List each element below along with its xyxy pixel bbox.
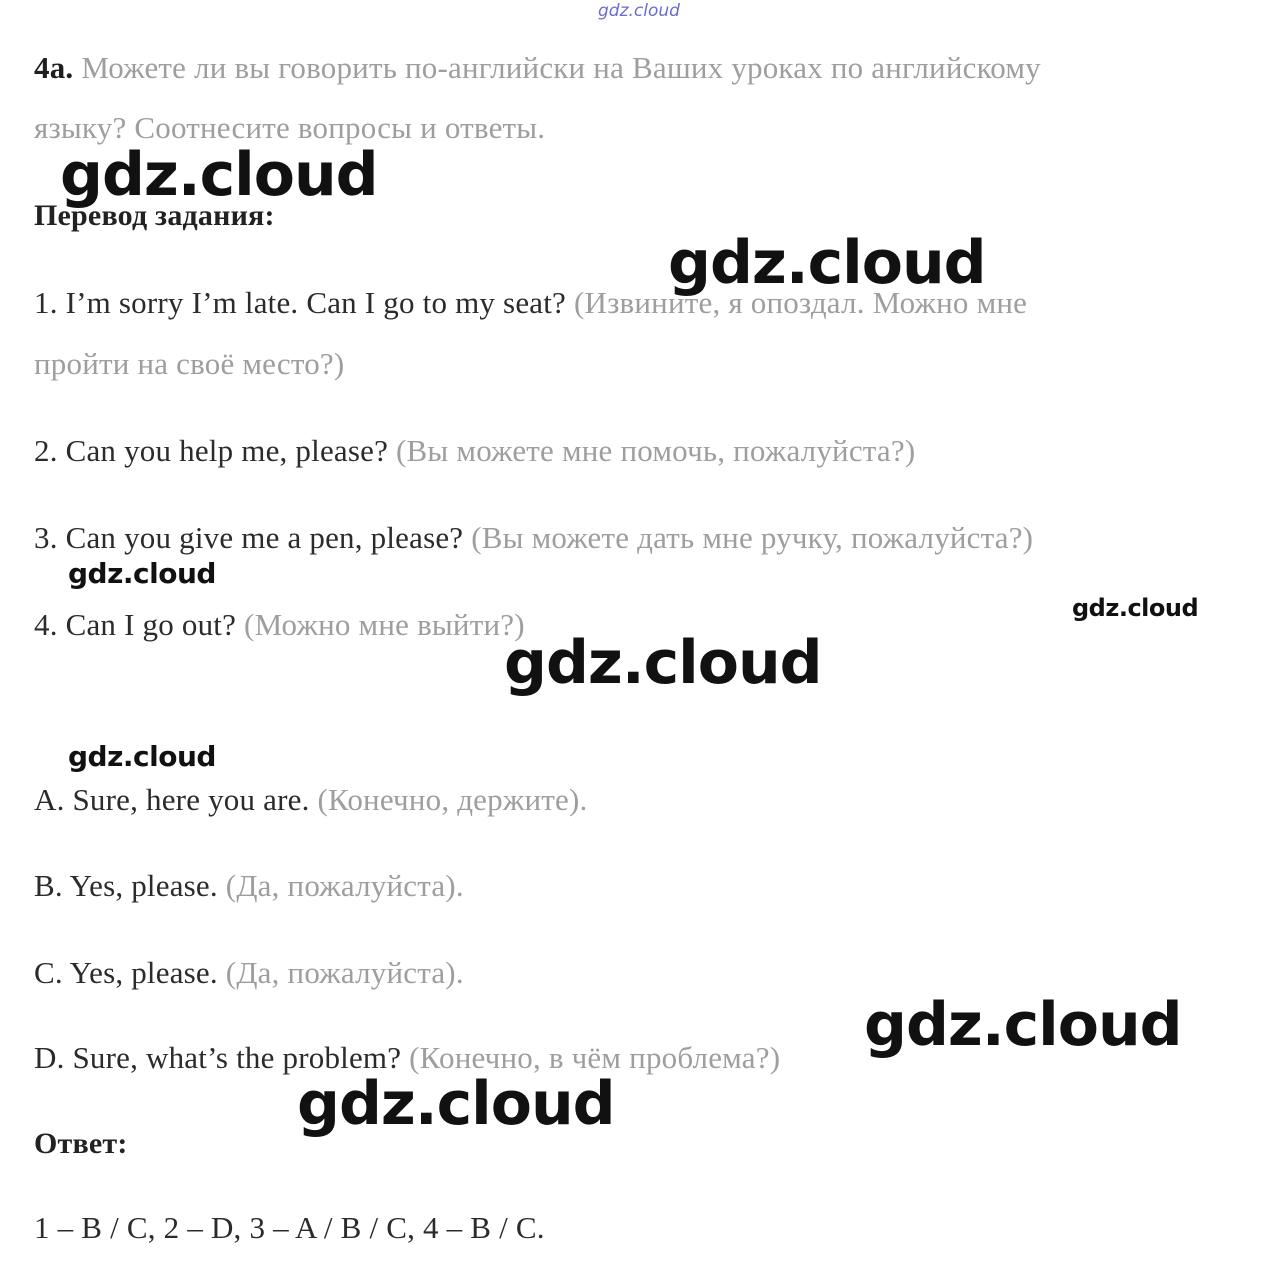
- task-line-1: [34, 48, 1041, 88]
- question-4-en: 4. Can I go out?: [34, 607, 237, 642]
- question-1-ru-cont: пройти на своё место?): [34, 346, 345, 381]
- translation-heading: Перевод задания:: [34, 199, 275, 232]
- option-c: [34, 953, 464, 993]
- question-3-en: 3. Can you give me a pen, please?: [34, 520, 464, 555]
- option-a: [34, 780, 587, 820]
- question-4: [34, 605, 525, 645]
- watermark: gdz.cloud: [864, 990, 1182, 1060]
- question-2-en: 2. Can you help me, please?: [34, 433, 389, 468]
- question-2: [34, 431, 915, 471]
- task-text-1: Можете ли вы говорить по-английски на Ваших уроках по английскому: [81, 50, 1041, 85]
- option-c-en: C. Yes, please.: [34, 955, 218, 990]
- option-d-ru: (Конечно, в чём проблема?): [409, 1040, 781, 1075]
- question-3-ru: (Вы можете дать мне ручку, пожалуйста?): [471, 520, 1034, 555]
- question-3: [34, 518, 1033, 558]
- watermark: gdz.cloud: [1072, 594, 1199, 622]
- watermark: gdz.cloud: [504, 628, 822, 698]
- question-1-ru: (Извините, я опоздал. Можно мне: [573, 285, 1028, 320]
- watermark: gdz.cloud: [68, 740, 216, 773]
- top-watermark: gdz.cloud: [598, 1, 680, 21]
- answer-heading: Ответ:: [34, 1127, 128, 1160]
- task-number: 4a.: [34, 50, 74, 85]
- option-a-en: A. Sure, here you are.: [34, 782, 310, 817]
- question-2-ru: (Вы можете мне помочь, пожалуйста?): [396, 433, 916, 468]
- option-a-ru: (Конечно, держите).: [317, 782, 588, 817]
- option-b-en: B. Yes, please.: [34, 868, 218, 903]
- option-b: [34, 866, 464, 906]
- option-d-en: D. Sure, what’s the problem?: [34, 1040, 402, 1075]
- watermark: gdz.cloud: [297, 1069, 615, 1139]
- option-c-ru: (Да, пожалуйста).: [225, 955, 464, 990]
- question-4-ru: (Можно мне выйти?): [244, 607, 525, 642]
- option-b-ru: (Да, пожалуйста).: [225, 868, 464, 903]
- task-line-2: языку? Соотнесите вопросы и ответы.: [34, 110, 546, 145]
- watermark: gdz.cloud: [60, 140, 378, 210]
- answer-text: 1 – B / C, 2 – D, 3 – A / B / C, 4 – B / C.: [34, 1210, 545, 1245]
- watermark: gdz.cloud: [68, 557, 216, 590]
- question-1-en: 1. I’m sorry I’m late. Can I go to my seat?: [34, 285, 567, 320]
- watermark: gdz.cloud: [668, 228, 986, 298]
